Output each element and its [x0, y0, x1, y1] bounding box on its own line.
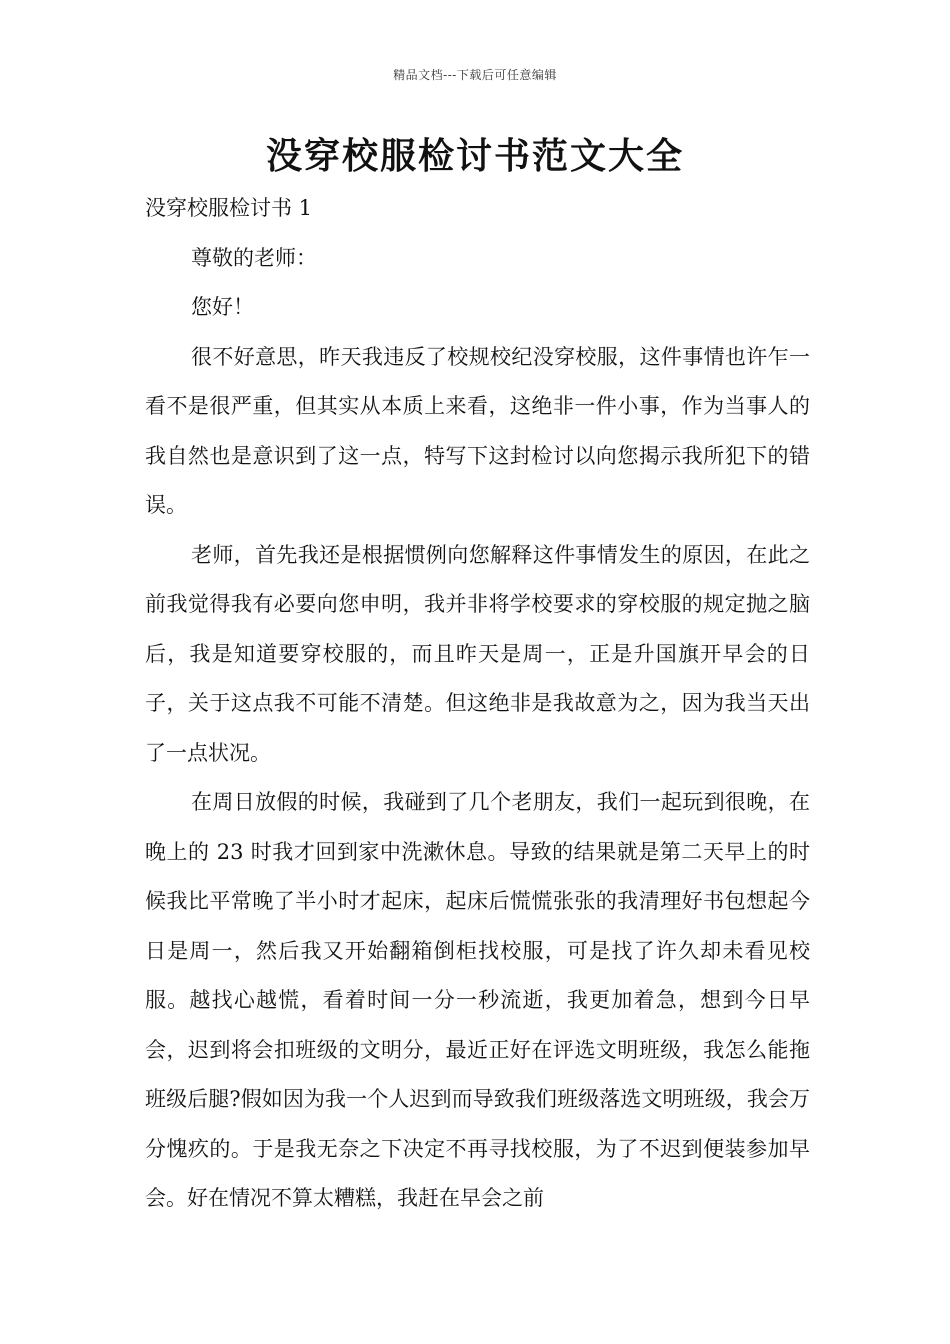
- greeting: 您好！: [191, 295, 254, 319]
- document-title: 没穿校服检讨书范文大全: [265, 135, 684, 177]
- salutation: 尊敬的老师：: [191, 245, 317, 270]
- section-heading: 没穿校服检讨书 1: [145, 196, 313, 220]
- document-body: [145, 184, 810, 1224]
- paragraph: 很不好意思，昨天我违反了校规校纪没穿校服，这件事情也许乍一看不是很严重，但其实从本质上来看，这绝非一件小事，作为当事人的我自然也是意识到了这一点，特写下这封检讨以向您揭示我所犯下的错误。: [145, 344, 810, 517]
- paragraph: 老师，首先我还是根据惯例向您解释这件事情发生的原因，在此之前我觉得我有必要向您申明，我并非将学校要求的穿校服的规定抛之脑后，我是知道要穿校服的，而且昨天是周一，正是升国旗开早会的日子，关于这点我不可能不清楚。但这绝非是我故意为之，因为我当天出了一点状况。: [145, 542, 810, 765]
- page-header: 精品文档---下载后可任意编辑: [393, 68, 557, 82]
- paragraph: 在周日放假的时候，我碰到了几个老朋友，我们一起玩到很晚，在晚上的 23 时我才回到家中洗漱休息。导致的结果就是第二天早上的时候我比平常晚了半小时才起床，起床后慌慌张张的我清理好书包想起今日是周一，然后我又开始翻箱倒柜找校服，可是找了许久却未看见校服。越找心越慌，看着时间一分一秒流逝，我更加着急，想到今日早会，迟到将会扣班级的文明分，最近正好在评选文明班级，我怎么能拖班级后腿?假如因为我一个人迟到而导致我们班级落选文明班级，我会万分愧疚的。于是我无奈之下决定不再寻找校服，为了不迟到便装参加早会。好在情况不算太糟糕，我赶在早会之前: [145, 790, 810, 1210]
